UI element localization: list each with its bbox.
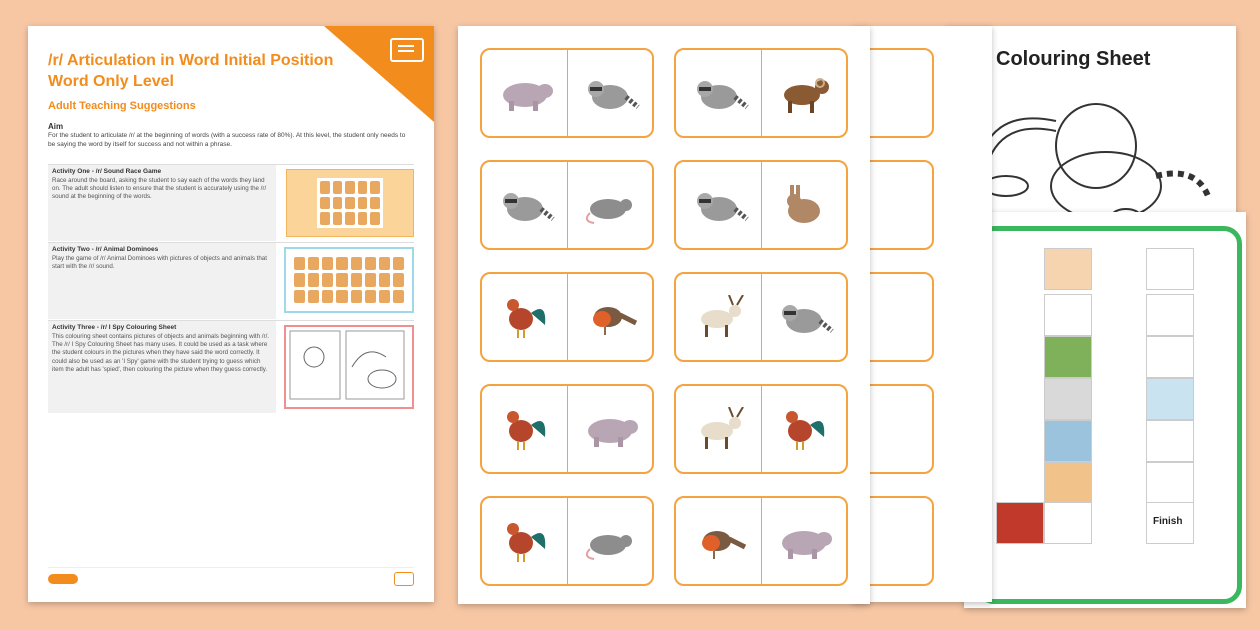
activity-one [48,164,414,241]
activity-text [48,165,276,241]
domino-sheet [458,26,870,604]
board-cell [1044,462,1092,504]
rooster-picture [482,386,567,472]
ram-picture [761,50,846,136]
reindeer-picture [676,386,761,472]
raccoon-picture [676,50,761,136]
board-cell [1146,336,1194,378]
colouring-sheet-thumbnail [284,325,414,409]
brand-badge [394,572,414,586]
rabbit-picture [761,162,846,248]
domino-card [674,496,848,586]
aim-heading: Aim [48,122,64,131]
teaching-suggestions-sheet [28,26,434,602]
rat-picture [567,162,652,248]
raccoon-picture [482,162,567,248]
race-board-sheet [964,212,1246,608]
brand-logo [48,574,78,584]
board-cell [1146,378,1194,420]
board-cell [1044,502,1092,544]
raccoon-picture [676,162,761,248]
raccoon-picture [761,274,846,360]
domino-card [674,384,848,474]
rhino-picture [761,498,846,584]
aim-text: For the student to articulate /r/ at the beginning of words (with a success rate of 80%). At this level, the student only needs to be saying the word by itself for success and not within a phrase. [48,132,406,148]
rhino-picture [482,50,567,136]
rhino-picture [567,386,652,472]
domino-card [674,160,848,250]
dominoes-thumbnail [284,247,414,313]
board-cell [1044,420,1092,462]
thumbnail-grid [317,178,383,228]
activity-text [48,243,276,319]
activity-body: Play the game of /r/ Animal Dominoes with pictures of objects and animals that start with the /r/ sound. [52,255,267,271]
board-cell [1044,248,1092,290]
domino-card [674,48,848,138]
domino-card [480,384,654,474]
domino-card [480,272,654,362]
board-cell [1146,248,1194,290]
domino-card [480,48,654,138]
activity-body: This colouring sheet contains pictures of objects and animals beginning with /r/. The /r/ I Spy Colouring Sheet has many uses. It could be used as a task where the student colours in the pictures when they have said the word correctly. It could also be used as an 'I Spy' game with the student trying to guess which item the adult has 'spied', then colouring the picture when they guess correctly. [52,333,270,373]
whiteboard-icon [390,38,424,62]
race-board-frame [976,226,1242,604]
colouring-sheet-title: Colouring Sheet [996,48,1151,70]
rooster-picture [761,386,846,472]
domino-card [480,160,654,250]
robin-picture [676,498,761,584]
rooster-picture [482,274,567,360]
board-cell [1146,462,1194,504]
domino-sheet-back [852,26,992,602]
board-cell [1146,420,1194,462]
board-cell [1044,336,1092,378]
colouring-thumbnail-art [286,327,408,403]
domino-card [480,496,654,586]
activity-three [48,320,414,413]
board-cell [996,502,1044,544]
sheet-subtitle: Adult Teaching Suggestions [48,100,196,112]
activity-title: Activity One - /r/ Sound Race Game [52,168,162,175]
race-game-thumbnail [286,169,414,237]
finish-cell [1146,502,1194,544]
reindeer-picture [676,274,761,360]
sheet-title: /r/ Articulation in Word Initial Position Word Only Level [48,52,334,90]
activity-title: Activity Two - /r/ Animal Dominoes [52,246,159,253]
thumbnail-grid [294,257,404,303]
raccoon-picture [567,50,652,136]
activity-body: Race around the board, asking the student to say each of the words they land on. The adult should listen to ensure that the student is accurately using the /r/ sound at the beginning of the words. [52,177,267,201]
domino-card [674,272,848,362]
board-cell [1146,294,1194,336]
sheet-footer [48,567,414,588]
rooster-picture [482,498,567,584]
activity-text [48,321,276,413]
board-cell [1044,294,1092,336]
finish-label: Finish [1153,516,1183,527]
robin-picture [567,274,652,360]
activity-two [48,242,414,319]
board-cell [1044,378,1092,420]
activity-title: Activity Three - /r/ I Spy Colouring Sheet [52,324,177,331]
rat-picture [567,498,652,584]
